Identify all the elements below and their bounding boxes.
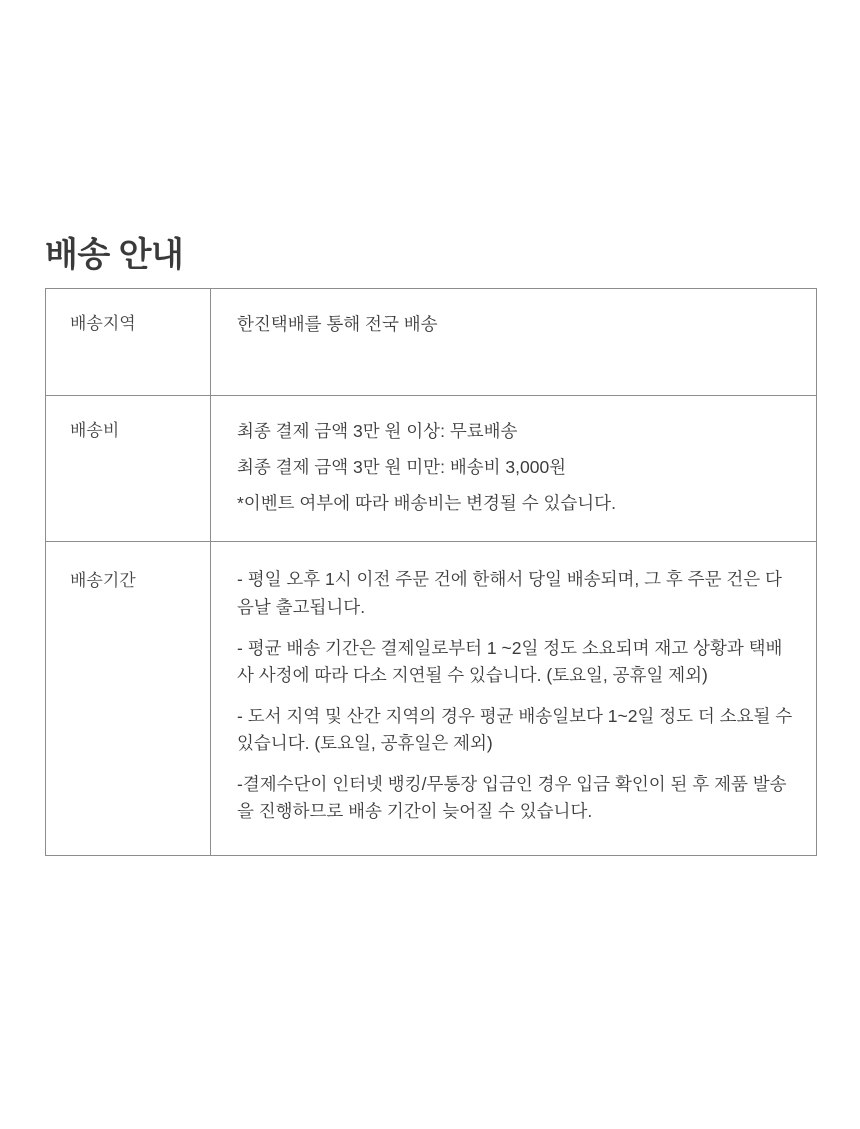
row-value-shipping-region <box>211 289 817 396</box>
value-line: 최종 결제 금액 3만 원 이상: 무료배송 <box>237 421 518 441</box>
table-row <box>46 289 817 396</box>
value-line: 한진택배를 통해 전국 배송 <box>237 314 438 334</box>
row-value-shipping-period <box>211 542 817 856</box>
value-line: *이벤트 여부에 따라 배송비는 변경될 수 있습니다. <box>237 493 616 514</box>
table-row <box>46 542 817 856</box>
row-label-shipping-region: 배송지역 <box>46 289 211 396</box>
value-line: 최종 결제 금액 3만 원 미만: 배송비 3,000원 <box>237 457 567 478</box>
value-paragraph: - 평일 오후 1시 이전 주문 건에 한해서 당일 배송되며, 그 후 주문 건은 다음날 출고됩니다. <box>237 569 782 617</box>
value-paragraph: - 평균 배송 기간은 결제일로부터 1 ~2일 정도 소요되며 재고 상황과 택배사 사정에 따라 다소 지연될 수 있습니다. (토요일, 공휴일 제외) <box>237 637 783 685</box>
delivery-info-table <box>45 288 817 856</box>
row-label-shipping-period: 배송기간 <box>46 542 211 856</box>
page-title: 배송 안내 <box>45 235 184 274</box>
row-value-shipping-fee <box>211 396 817 542</box>
table-row <box>46 396 817 542</box>
value-paragraph: -결제수단이 인터넷 뱅킹/무통장 입금인 경우 입금 확인이 된 후 제품 발송을 진행하므로 배송 기간이 늦어질 수 있습니다. <box>237 774 787 822</box>
value-paragraph: - 도서 지역 및 산간 지역의 경우 평균 배송일보다 1~2일 정도 더 소요될 수 있습니다. (토요일, 공휴일은 제외) <box>237 705 793 753</box>
row-label-shipping-fee: 배송비 <box>46 396 211 542</box>
